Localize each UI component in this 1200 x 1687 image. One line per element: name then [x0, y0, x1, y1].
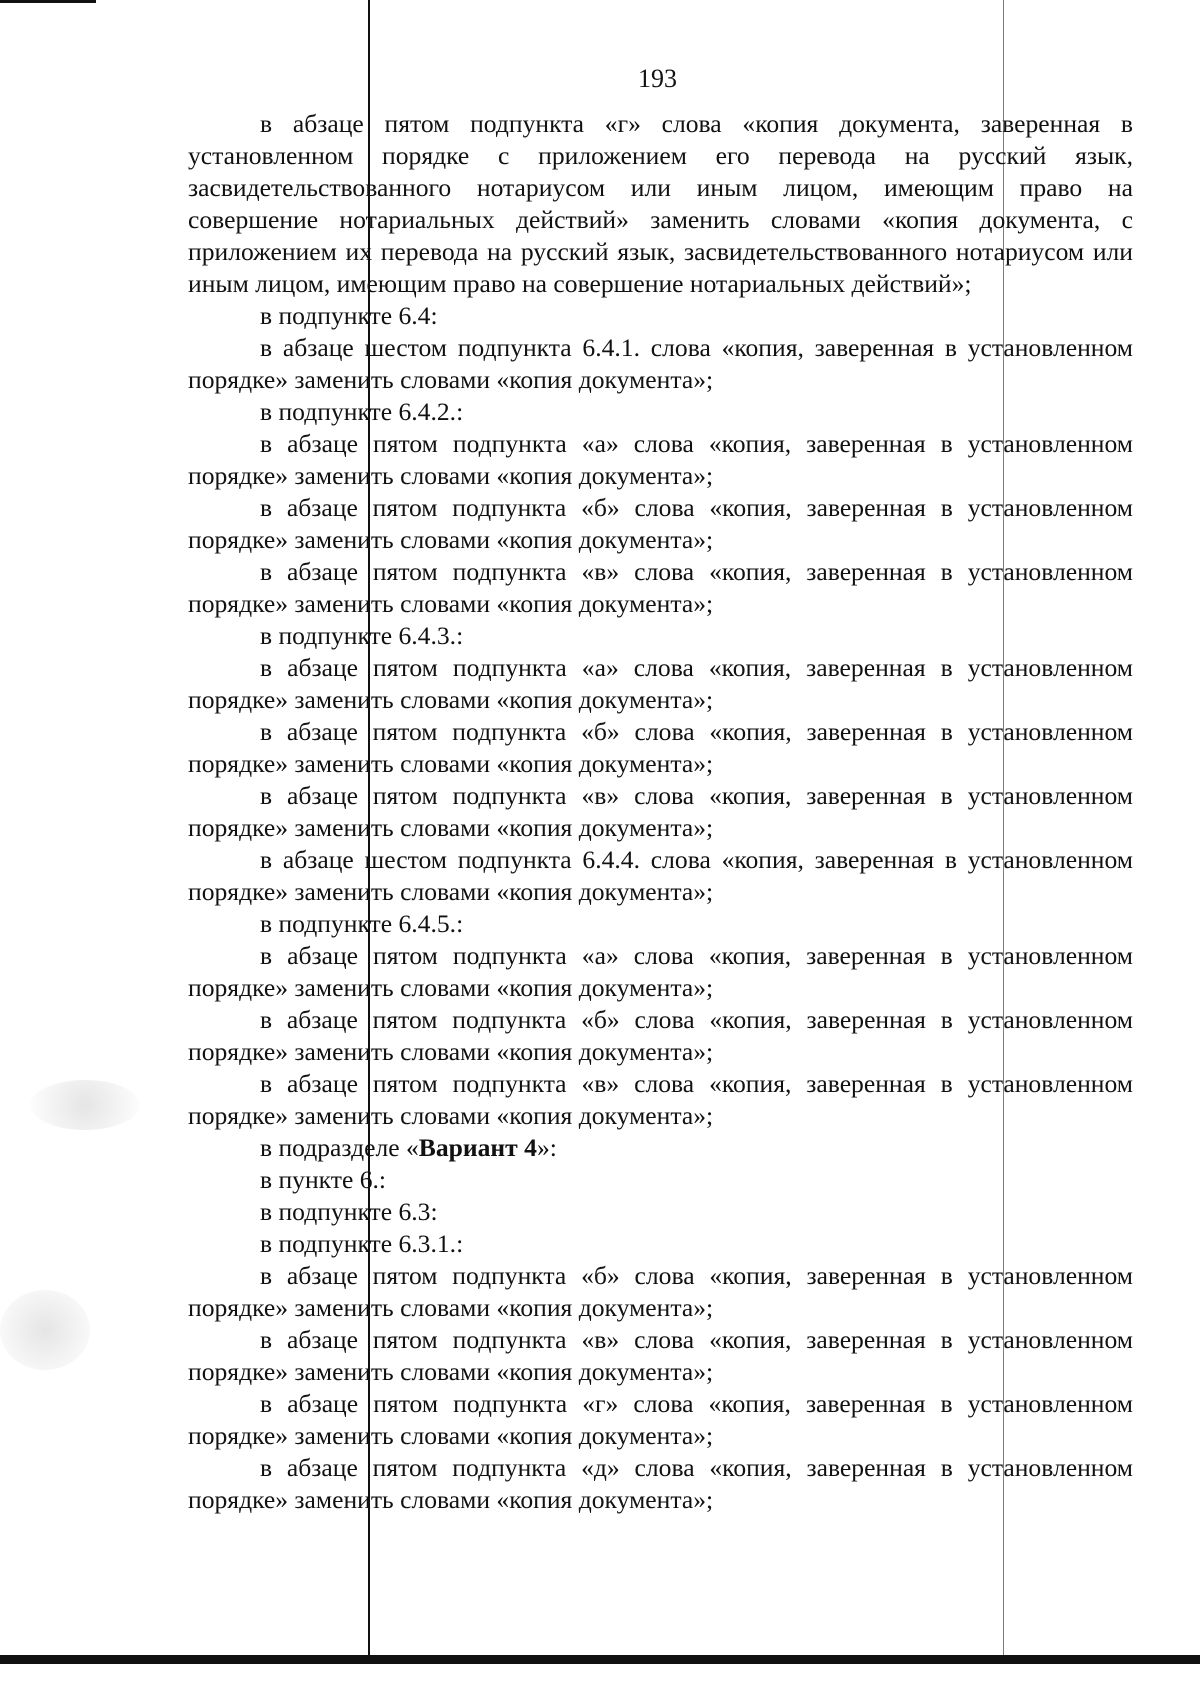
paragraph: в абзаце пятом подпункта «д» слова «копия, заверенная в установленном порядке» заменить словами «копия документа»;: [188, 1453, 1133, 1514]
paragraph: в абзаце пятом подпункта «в» слова «копия, заверенная в установленном порядке» заменить словами «копия документа»;: [188, 1325, 1133, 1386]
scan-noise: [0, 1290, 90, 1370]
paragraph: в абзаце пятом подпункта «а» слова «копия, заверенная в установленном порядке» заменить словами «копия документа»;: [188, 429, 1133, 490]
paragraph: в абзаце пятом подпункта «а» слова «копия, заверенная в установленном порядке» заменить словами «копия документа»;: [188, 653, 1133, 714]
paragraph: в пункте 6.:: [260, 1165, 387, 1194]
paragraph: в абзаце пятом подпункта «б» слова «копия, заверенная в установленном порядке» заменить словами «копия документа»;: [188, 1261, 1133, 1322]
paragraph: в абзаце шестом подпункта 6.4.4. слова «копия, заверенная в установленном порядке» заменить словами «копия документа»;: [188, 845, 1133, 906]
paragraph: в абзаце шестом подпункта 6.4.1. слова «копия, заверенная в установленном порядке» заменить словами «копия документа»;: [188, 333, 1133, 394]
subsection-name: Вариант 4: [418, 1133, 537, 1162]
paragraph: в абзаце пятом подпункта «г» слова «копия документа, заверенная в установленном порядке с приложением его перевода на русский язык, засвидетельствованного нотариусом или иным лицом, имеющим право на совершение нотариальных действий» заменить словами «копия документа, с приложением их перевода на русский язык, засвидетельствованного нотариусом или иным лицом, имеющим право на совершение нотариальных действий»;: [188, 109, 1133, 298]
paragraph: в абзаце пятом подпункта «б» слова «копия, заверенная в установленном порядке» заменить словами «копия документа»;: [188, 493, 1133, 554]
paragraph: в абзаце пятом подпункта «в» слова «копия, заверенная в установленном порядке» заменить словами «копия документа»;: [188, 557, 1133, 618]
scan-artifact-bottom-band: [0, 1655, 1200, 1664]
scan-noise: [30, 1080, 140, 1130]
paragraph: в абзаце пятом подпункта «в» слова «копия, заверенная в установленном порядке» заменить словами «копия документа»;: [188, 1069, 1133, 1130]
paragraph-subsection: [188, 1132, 1133, 1164]
scan-artifact-top-left-line: [0, 0, 96, 3]
paragraph: в абзаце пятом подпункта «б» слова «копия, заверенная в установленном порядке» заменить словами «копия документа»;: [188, 1005, 1133, 1066]
page-number: 193: [638, 64, 677, 93]
subsection-prefix: в подразделе «: [260, 1133, 419, 1162]
paragraph: в подпункте 6.3:: [260, 1197, 438, 1226]
subsection-suffix: »:: [536, 1133, 557, 1162]
paragraph: в подпункте 6.4:: [260, 301, 438, 330]
paragraph: в абзаце пятом подпункта «г» слова «копия, заверенная в установленном порядке» заменить словами «копия документа»;: [188, 1389, 1133, 1450]
paragraph: в абзаце пятом подпункта «б» слова «копия, заверенная в установленном порядке» заменить словами «копия документа»;: [188, 717, 1133, 778]
paragraph: в абзаце пятом подпункта «а» слова «копия, заверенная в установленном порядке» заменить словами «копия документа»;: [188, 941, 1133, 1002]
paragraph: в подпункте 6.4.5.:: [260, 909, 464, 938]
paragraph: в подпункте 6.3.1.:: [260, 1229, 464, 1258]
document-body: [188, 108, 1133, 1516]
paragraph: в подпункте 6.4.3.:: [260, 621, 464, 650]
paragraph: в абзаце пятом подпункта «в» слова «копия, заверенная в установленном порядке» заменить словами «копия документа»;: [188, 781, 1133, 842]
paragraph: в подпункте 6.4.2.:: [260, 397, 464, 426]
